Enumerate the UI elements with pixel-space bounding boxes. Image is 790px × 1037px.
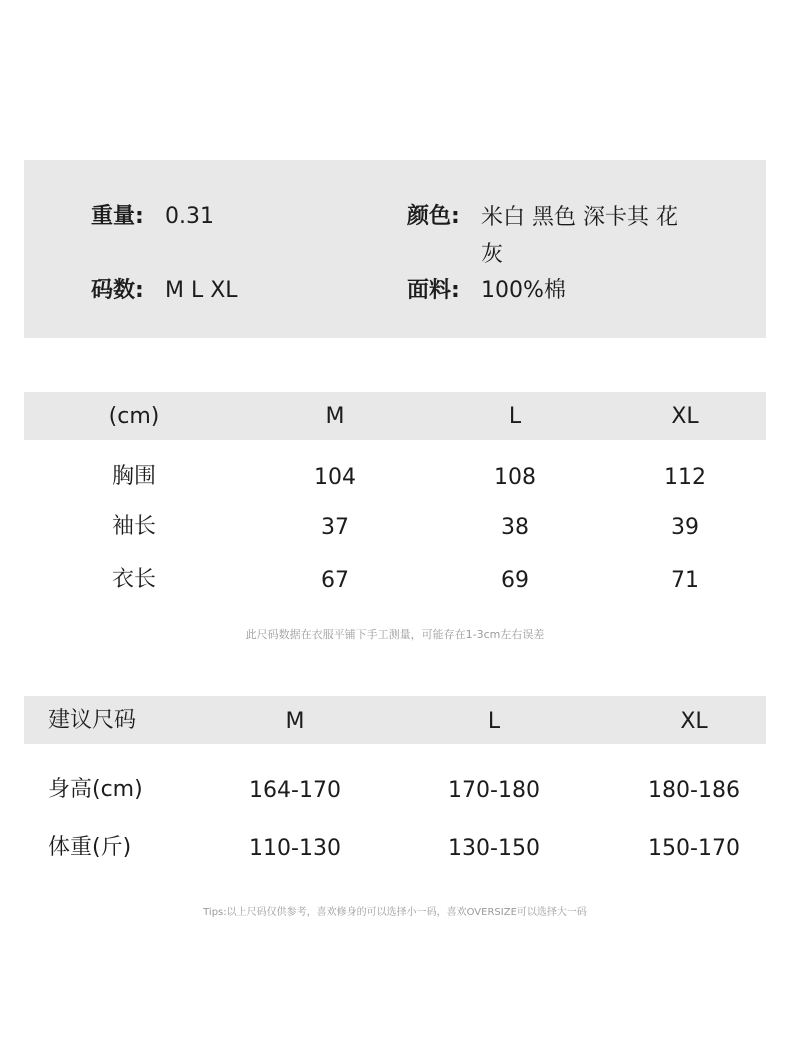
recommend-cell: 180-186 — [648, 778, 740, 803]
measure-cell: 104 — [314, 465, 356, 490]
measure-header-xl: XL — [671, 404, 699, 429]
measure-cell: 71 — [671, 568, 699, 593]
recommend-cell: 150-170 — [648, 836, 740, 861]
recommend-row-label: 体重(斤) — [48, 835, 132, 860]
spec-fabric-label: 面料: — [407, 278, 460, 303]
spec-color-label: 颜色: — [407, 204, 460, 229]
spec-panel — [24, 160, 766, 338]
measure-row-label: 胸围 — [111, 464, 157, 489]
recommend-cell: 130-150 — [448, 836, 540, 861]
measure-cell: 67 — [321, 568, 349, 593]
spec-fabric-value: 100%棉 — [481, 278, 566, 303]
recommend-row-label: 身高(cm) — [48, 777, 143, 802]
recommend-cell: 170-180 — [448, 778, 540, 803]
recommend-header-m: M — [285, 709, 305, 734]
recommend-header-xl: XL — [680, 709, 708, 734]
recommend-cell: 164-170 — [249, 778, 341, 803]
measure-cell: 39 — [671, 515, 699, 540]
tips-note: Tips:以上尺码仅供参考，喜欢修身的可以选择小一码，喜欢OVERSIZE可以选择大一码 — [203, 907, 587, 918]
spec-weight-label: 重量: — [91, 204, 144, 229]
measure-header-m: M — [325, 404, 345, 429]
measure-cell: 108 — [494, 465, 536, 490]
measure-cell: 112 — [664, 465, 706, 490]
measure-cell: 37 — [321, 515, 349, 540]
measure-header-l: L — [508, 404, 522, 429]
measure-row-label: 袖长 — [111, 514, 157, 539]
spec-weight-value: 0.31 — [165, 204, 214, 229]
spec-size-label: 码数: — [91, 278, 144, 303]
measure-cell: 38 — [501, 515, 529, 540]
measure-note: 此尺码数据在衣服平铺下手工测量，可能存在1-3cm左右误差 — [245, 628, 545, 641]
spec-size-value: M L XL — [165, 278, 238, 303]
spec-color-value: 米白 黑色 深卡其 花灰 — [481, 205, 678, 267]
recommend-cell: 110-130 — [249, 836, 341, 861]
measure-header-unit: (cm) — [108, 404, 160, 429]
measure-row-label: 衣长 — [111, 567, 157, 592]
recommend-header-title: 建议尺码 — [48, 708, 137, 733]
recommend-header-l: L — [487, 709, 501, 734]
measure-cell: 69 — [501, 568, 529, 593]
